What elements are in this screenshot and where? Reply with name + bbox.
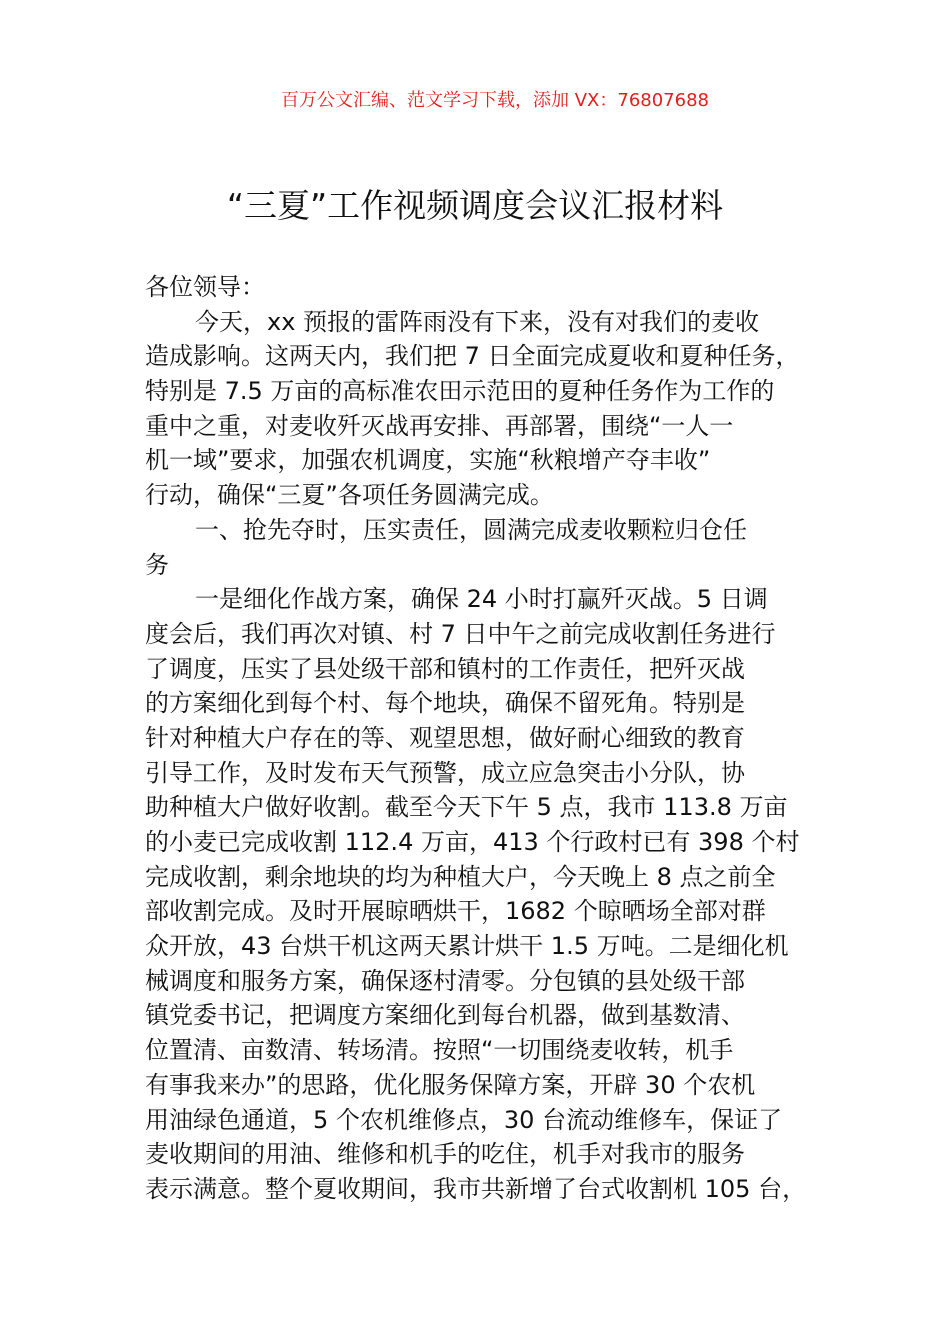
text-line: 械调度和服务方案，确保逐村清零。分包镇的县处级干部 — [145, 966, 745, 995]
text-line: 麦收期间的用油、维修和机手的吃住，机手对我市的服务 — [145, 1140, 745, 1169]
document-body — [145, 270, 845, 1207]
text-line: 重中之重，对麦收歼灭战再安排、再部署，围绕“一人一 — [145, 411, 734, 440]
text-line: 今天，xx 预报的雷阵雨没有下来，没有对我们的麦收 — [195, 307, 760, 336]
download-notice: 百万公文汇编、范文学习下载，添加 VX：76807688 — [281, 90, 709, 111]
text-line: 特别是 7.5 万亩的高标准农田示范田的夏种任务作为工作的 — [145, 377, 775, 406]
text-line: 部收割完成。及时开展晾晒烘干，1682 个晾晒场全部对群 — [145, 897, 766, 926]
text-line: 位置清、亩数清、转场清。按照“一切围绕麦收转，机手 — [145, 1036, 734, 1065]
text-line: 务 — [145, 550, 169, 579]
text-line: 各位领导： — [145, 273, 265, 301]
text-line: 一、抢先夺时，压实责任，圆满完成麦收颗粒归仓任 — [195, 515, 747, 544]
text-line: 的小麦已完成收割 112.4 万亩，413 个行政村已有 398 个村 — [145, 828, 800, 856]
text-line: 引导工作，及时发布天气预警，成立应急突击小分队，协 — [145, 758, 745, 787]
text-line: 机一域”要求，加强农机调度，实施“秋粮增产夺丰收” — [145, 446, 711, 475]
text-line: 了调度，压实了县处级干部和镇村的工作责任，把歼灭战 — [145, 654, 745, 683]
text-line: 行动，确保“三夏”各项任务圆满完成。 — [145, 481, 554, 510]
text-line: 造成影响。这两天内，我们把 7 日全面完成夏收和夏种任务， — [145, 342, 800, 371]
text-line: 度会后，我们再次对镇、村 7 日中午之前完成收割任务进行 — [145, 619, 776, 648]
text-line: 有事我来办”的思路，优化服务保障方案，开辟 30 个农机 — [145, 1070, 756, 1099]
text-line: 一是细化作战方案，确保 24 小时打赢歼灭战。5 日调 — [195, 585, 768, 614]
text-line: 镇党委书记，把调度方案细化到每台机器，做到基数清、 — [145, 1001, 745, 1030]
text-line: 的方案细化到每个村、每个地块，确保不留死角。特别是 — [145, 689, 745, 718]
text-line: 助种植大户做好收割。截至今天下午 5 点，我市 113.8 万亩 — [145, 793, 788, 822]
text-line: 针对种植大户存在的等、观望思想，做好耐心细致的教育 — [145, 723, 745, 752]
text-line: 用油绿色通道，5 个农机维修点，30 台流动维修车，保证了 — [145, 1105, 783, 1134]
text-line: 完成收割，剩余地块的均为种植大户，今天晚上 8 点之前全 — [145, 862, 776, 891]
text-line: 众开放，43 台烘干机这两天累计烘干 1.5 万吨。二是细化机 — [145, 932, 789, 961]
document-title: “三夏”工作视频调度会议汇报材料 — [226, 186, 724, 225]
text-line: 表示满意。整个夏收期间，我市共新增了台式收割机 105 台， — [145, 1174, 807, 1203]
